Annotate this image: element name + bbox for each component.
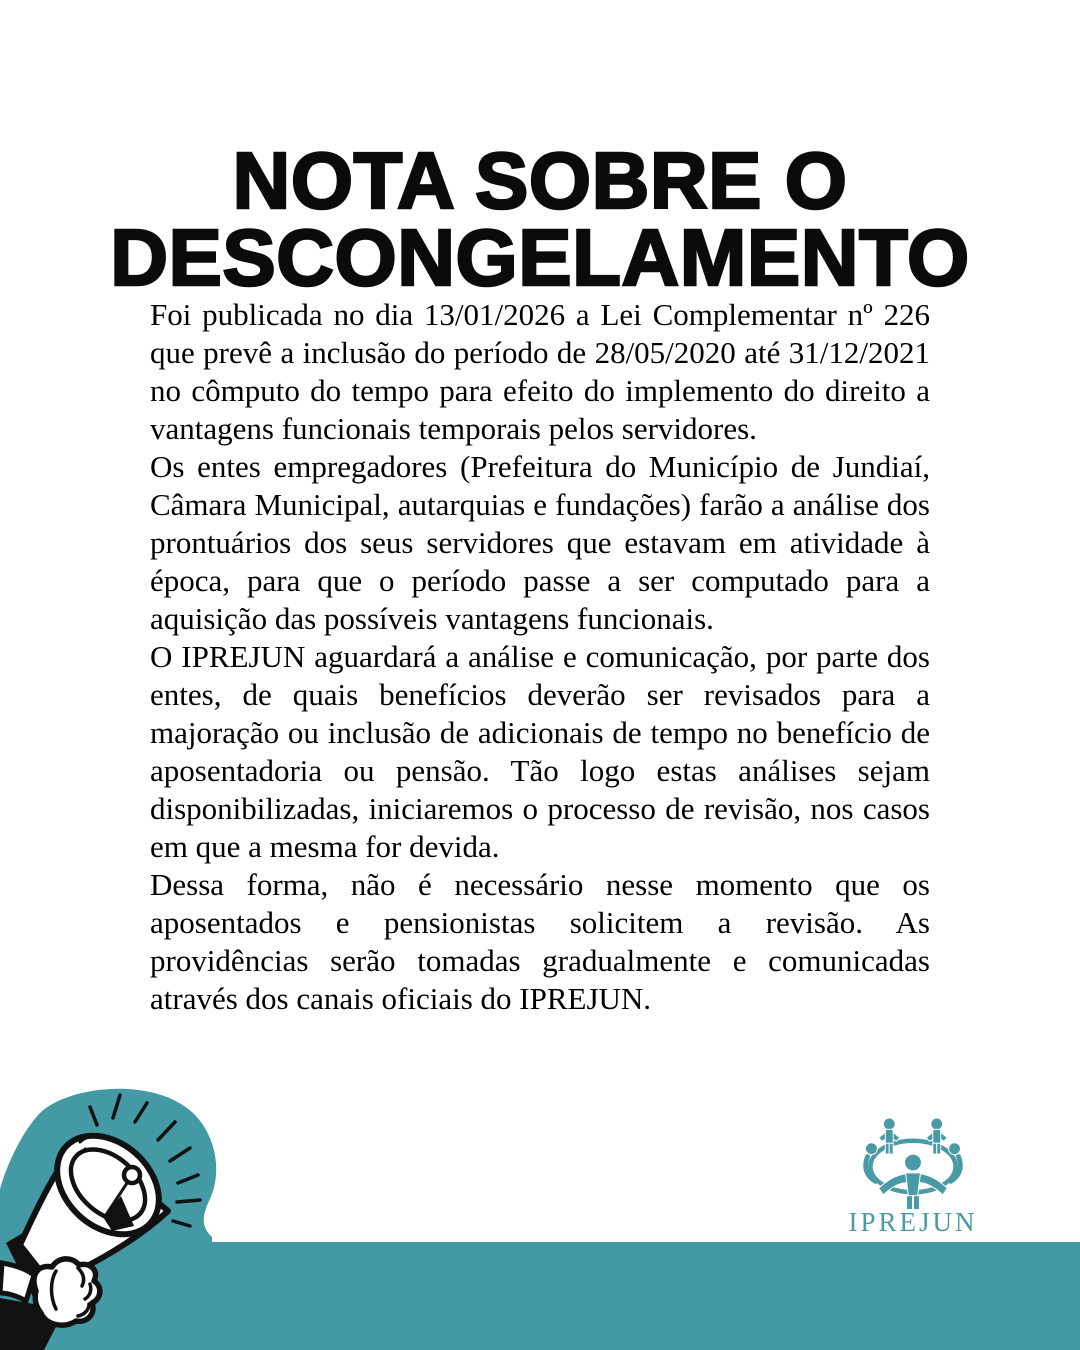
page-title-line1: NOTA SOBRE O xyxy=(232,135,848,225)
page-title xyxy=(0,135,1080,302)
body-paragraph: Os entes empregadores (Prefeitura do Município de Jundiaí, Câmara Municipal, autarquias e fundações) farão a análise dos prontuários dos seus servidores que estavam em atividade à época, para que o período passe a ser computado para a aquisição das possíveis vantagens funcionais. xyxy=(150,449,930,636)
logo-wordmark: IPREJUN xyxy=(848,1207,978,1237)
megaphone-icon xyxy=(0,1085,230,1350)
body-text xyxy=(150,296,930,1018)
body-paragraph: Dessa forma, não é necessário nesse momento que os aposentados e pensionistas solicitem a revisão. As providências serão tomadas gradualmente e comunicadas através dos canais oficiais do IPREJUN. xyxy=(150,867,930,1016)
iprejun-logo xyxy=(843,1117,983,1238)
people-circle-icon xyxy=(857,1117,969,1211)
page-title-line2: DESCONGELAMENTO xyxy=(110,212,970,302)
body-paragraph: Foi publicada no dia 13/01/2026 a Lei Complementar nº 226 que prevê a inclusão do período de 28/05/2020 até 31/12/2021 no cômputo do tempo para efeito do implemento do direito a vantagens funcionais temporais pelos servidores. xyxy=(150,297,930,446)
body-paragraph: O IPREJUN aguardará a análise e comunicação, por parte dos entes, de quais benefícios deverão ser revisados para a majoração ou inclusão de adicionais de tempo no benefício de aposentadoria ou pensão. Tão logo estas análises sejam disponibilizadas, iniciaremos o processo de revisão, nos casos em que a mesma for devida. xyxy=(150,639,930,864)
